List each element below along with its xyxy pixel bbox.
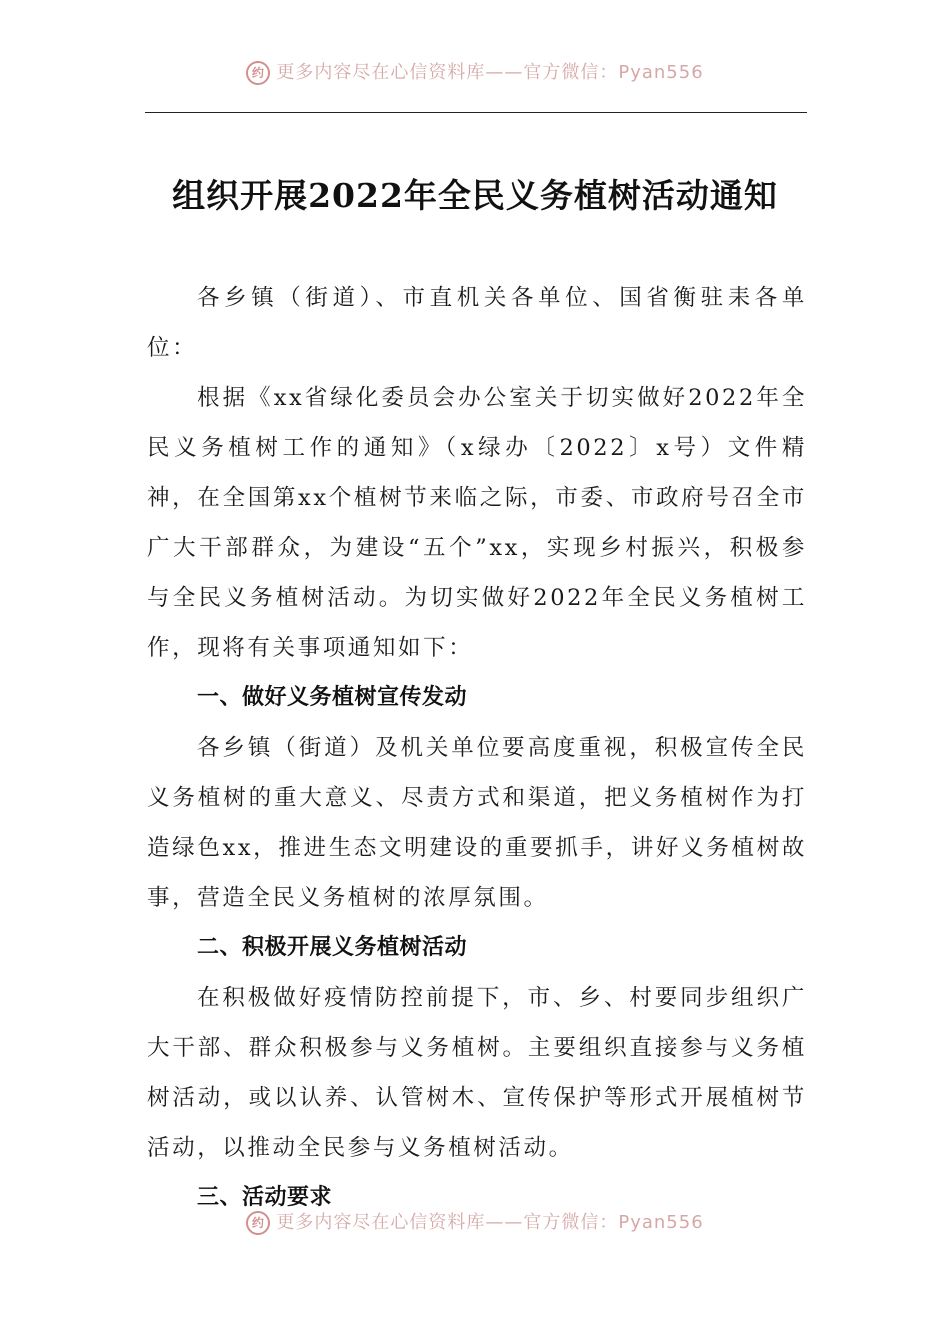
document-body	[147, 273, 807, 1223]
section-paragraph-1: 各乡镇（街道）及机关单位要高度重视，积极宣传全民义务植树的重大意义、尽责方式和渠道，把义务植树作为打造绿色xx，推进生态文明建设的重要抓手，讲好义务植树故事，营造全民义务植树的浓厚氛围。	[147, 735, 807, 911]
header-watermark	[0, 58, 950, 85]
section-heading-2: 二、积极开展义务植树活动	[197, 935, 468, 960]
intro-paragraph: 根据《xx省绿化委员会办公室关于切实做好2022年全民义务植树工作的通知》（x绿办〔2022〕x号）文件精神，在全国第xx个植树节来临之际，市委、市政府号召全市广大干部群众，为建设“五个”xx，实现乡村振兴，积极参与全民义务植树活动。为切实做好2022年全民义务植树工作，现将有关事项通知如下：	[147, 385, 807, 661]
watermark-text: 更多内容尽在心信资料库——官方微信：Pyan556	[276, 62, 704, 83]
document-title: 组织开展2022年全民义务植树活动通知	[172, 176, 778, 215]
watermark-logo-icon: 约	[246, 61, 270, 85]
salutation: 各乡镇（街道）、市直机关各单位、国省衡驻耒各单位：	[147, 285, 807, 361]
watermark-logo-icon: 约	[246, 1211, 270, 1235]
footer-watermark	[0, 1208, 950, 1235]
header-divider	[145, 112, 807, 113]
section-paragraph-2: 在积极做好疫情防控前提下，市、乡、村要同步组织广大干部、群众积极参与义务植树。主要组织直接参与义务植树活动，或以认养、认管树木、宣传保护等形式开展植树节活动，以推动全民参与义务植树活动。	[147, 985, 807, 1161]
section-heading-1: 一、做好义务植树宣传发动	[197, 685, 468, 710]
section-heading-3: 三、活动要求	[197, 1185, 333, 1210]
watermark-text: 更多内容尽在心信资料库——官方微信：Pyan556	[276, 1212, 704, 1233]
